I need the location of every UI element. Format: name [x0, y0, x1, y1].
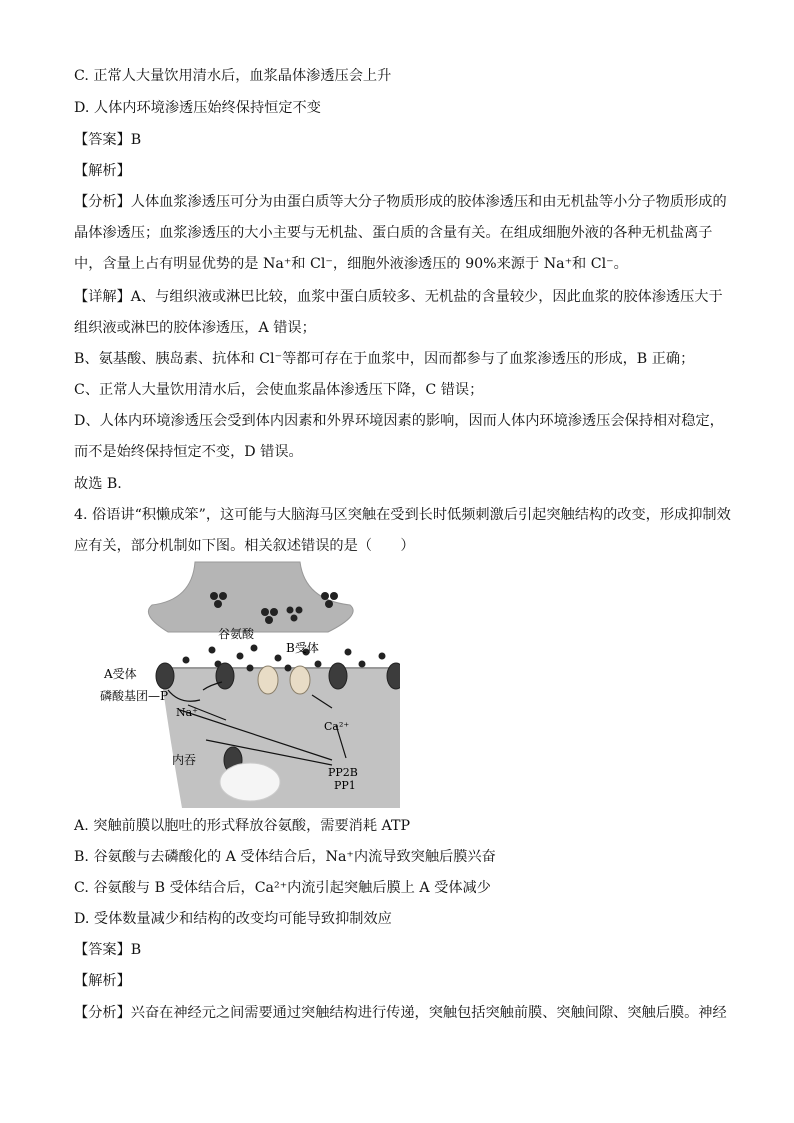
answer-line-2: 【答案】B: [74, 942, 142, 958]
label-a-receptor: A受体: [104, 667, 137, 681]
detail-text-2: 组织液或淋巴的胶体渗透压，A 错误；: [74, 320, 316, 336]
question-4-line-1: 4. 俗语讲“积懒成笨”，这可能与大脑海马区突触在受到长时低频刺激后引起突触结构的改变，形成抑制效: [74, 507, 731, 523]
label-pp2b: PP2B: [328, 766, 358, 779]
analysis-text-2: 晶体渗透压；血浆渗透压的大小主要与无机盐、蛋白质的含量有关。在组成细胞外液的各种无机盐离子: [74, 225, 713, 241]
postsynaptic-cell: [160, 668, 400, 808]
option-c-prev: C. 正常人大量饮用清水后，血浆晶体渗透压会上升: [74, 68, 392, 84]
detail-text-5: D、人体内环境渗透压会受到体内因素和外界环境因素的影响，因而人体内环境渗透压会保持相对稳定，: [74, 413, 724, 429]
label-ca: Ca²⁺: [324, 720, 350, 733]
analysis-text-1: 【分析】人体血浆渗透压可分为由蛋白质等大分子物质形成的胶体渗透压和由无机盐等小分子物质形成的: [74, 194, 727, 210]
label-pp1: PP1: [334, 779, 356, 792]
detail-text-6: 而不是始终保持恒定不变，D 错误。: [74, 444, 303, 460]
choose-line: 故选 B.: [74, 476, 122, 492]
endocytic-vesicle: [220, 763, 280, 801]
label-glutamate: 谷氨酸: [218, 627, 255, 641]
label-phosphate: 磷酸基团—P: [100, 689, 169, 703]
option-d-prev: D. 人体内环境渗透压始终保持恒定不变: [74, 100, 321, 116]
question-4-line-2: 应有关，部分机制如下图。相关叙述错误的是（ ）: [74, 538, 415, 554]
option-b: B. 谷氨酸与去磷酸化的 A 受体结合后，Na⁺内流导致突触后膜兴奋: [74, 849, 496, 865]
option-d: D. 受体数量减少和结构的改变均可能导致抑制效应: [74, 911, 392, 927]
label-internalize: 内吞: [172, 753, 197, 767]
synapse-diagram: [100, 560, 400, 808]
label-b-receptor: B受体: [286, 641, 319, 655]
analysis-text-4: 【分析】兴奋在神经元之间需要通过突触结构进行传递，突触包括突触前膜、突触间隙、突触后膜。神经: [74, 1005, 727, 1021]
label-na: Na⁺: [176, 706, 198, 719]
option-a: A. 突触前膜以胞吐的形式释放谷氨酸，需要消耗 ATP: [74, 818, 411, 834]
detail-text-4: C、正常人大量饮用清水后，会使血浆晶体渗透压下降，C 错误；: [74, 382, 484, 398]
synapse-svg: [100, 560, 400, 808]
detail-text-3: B、氨基酸、胰岛素、抗体和 Cl⁻等都可存在于血浆中，因而都参与了血浆渗透压的形成，B 正确；: [74, 351, 695, 367]
option-c: C. 谷氨酸与 B 受体结合后，Ca²⁺内流引起突触后膜上 A 受体减少: [74, 880, 491, 896]
analysis-heading: 【解析】: [74, 163, 131, 179]
detail-text-1: 【详解】A、与组织液或淋巴比较，血浆中蛋白质较多、无机盐的含量较少，因此血浆的胶体渗透压大于: [74, 289, 723, 305]
answer-line: 【答案】B: [74, 132, 142, 148]
analysis-text-3: 中，含量上占有明显优势的是 Na⁺和 Cl⁻，细胞外液渗透压的 90%来源于 Na⁺和 Cl⁻。: [74, 256, 628, 272]
analysis-heading-2: 【解析】: [74, 973, 131, 989]
